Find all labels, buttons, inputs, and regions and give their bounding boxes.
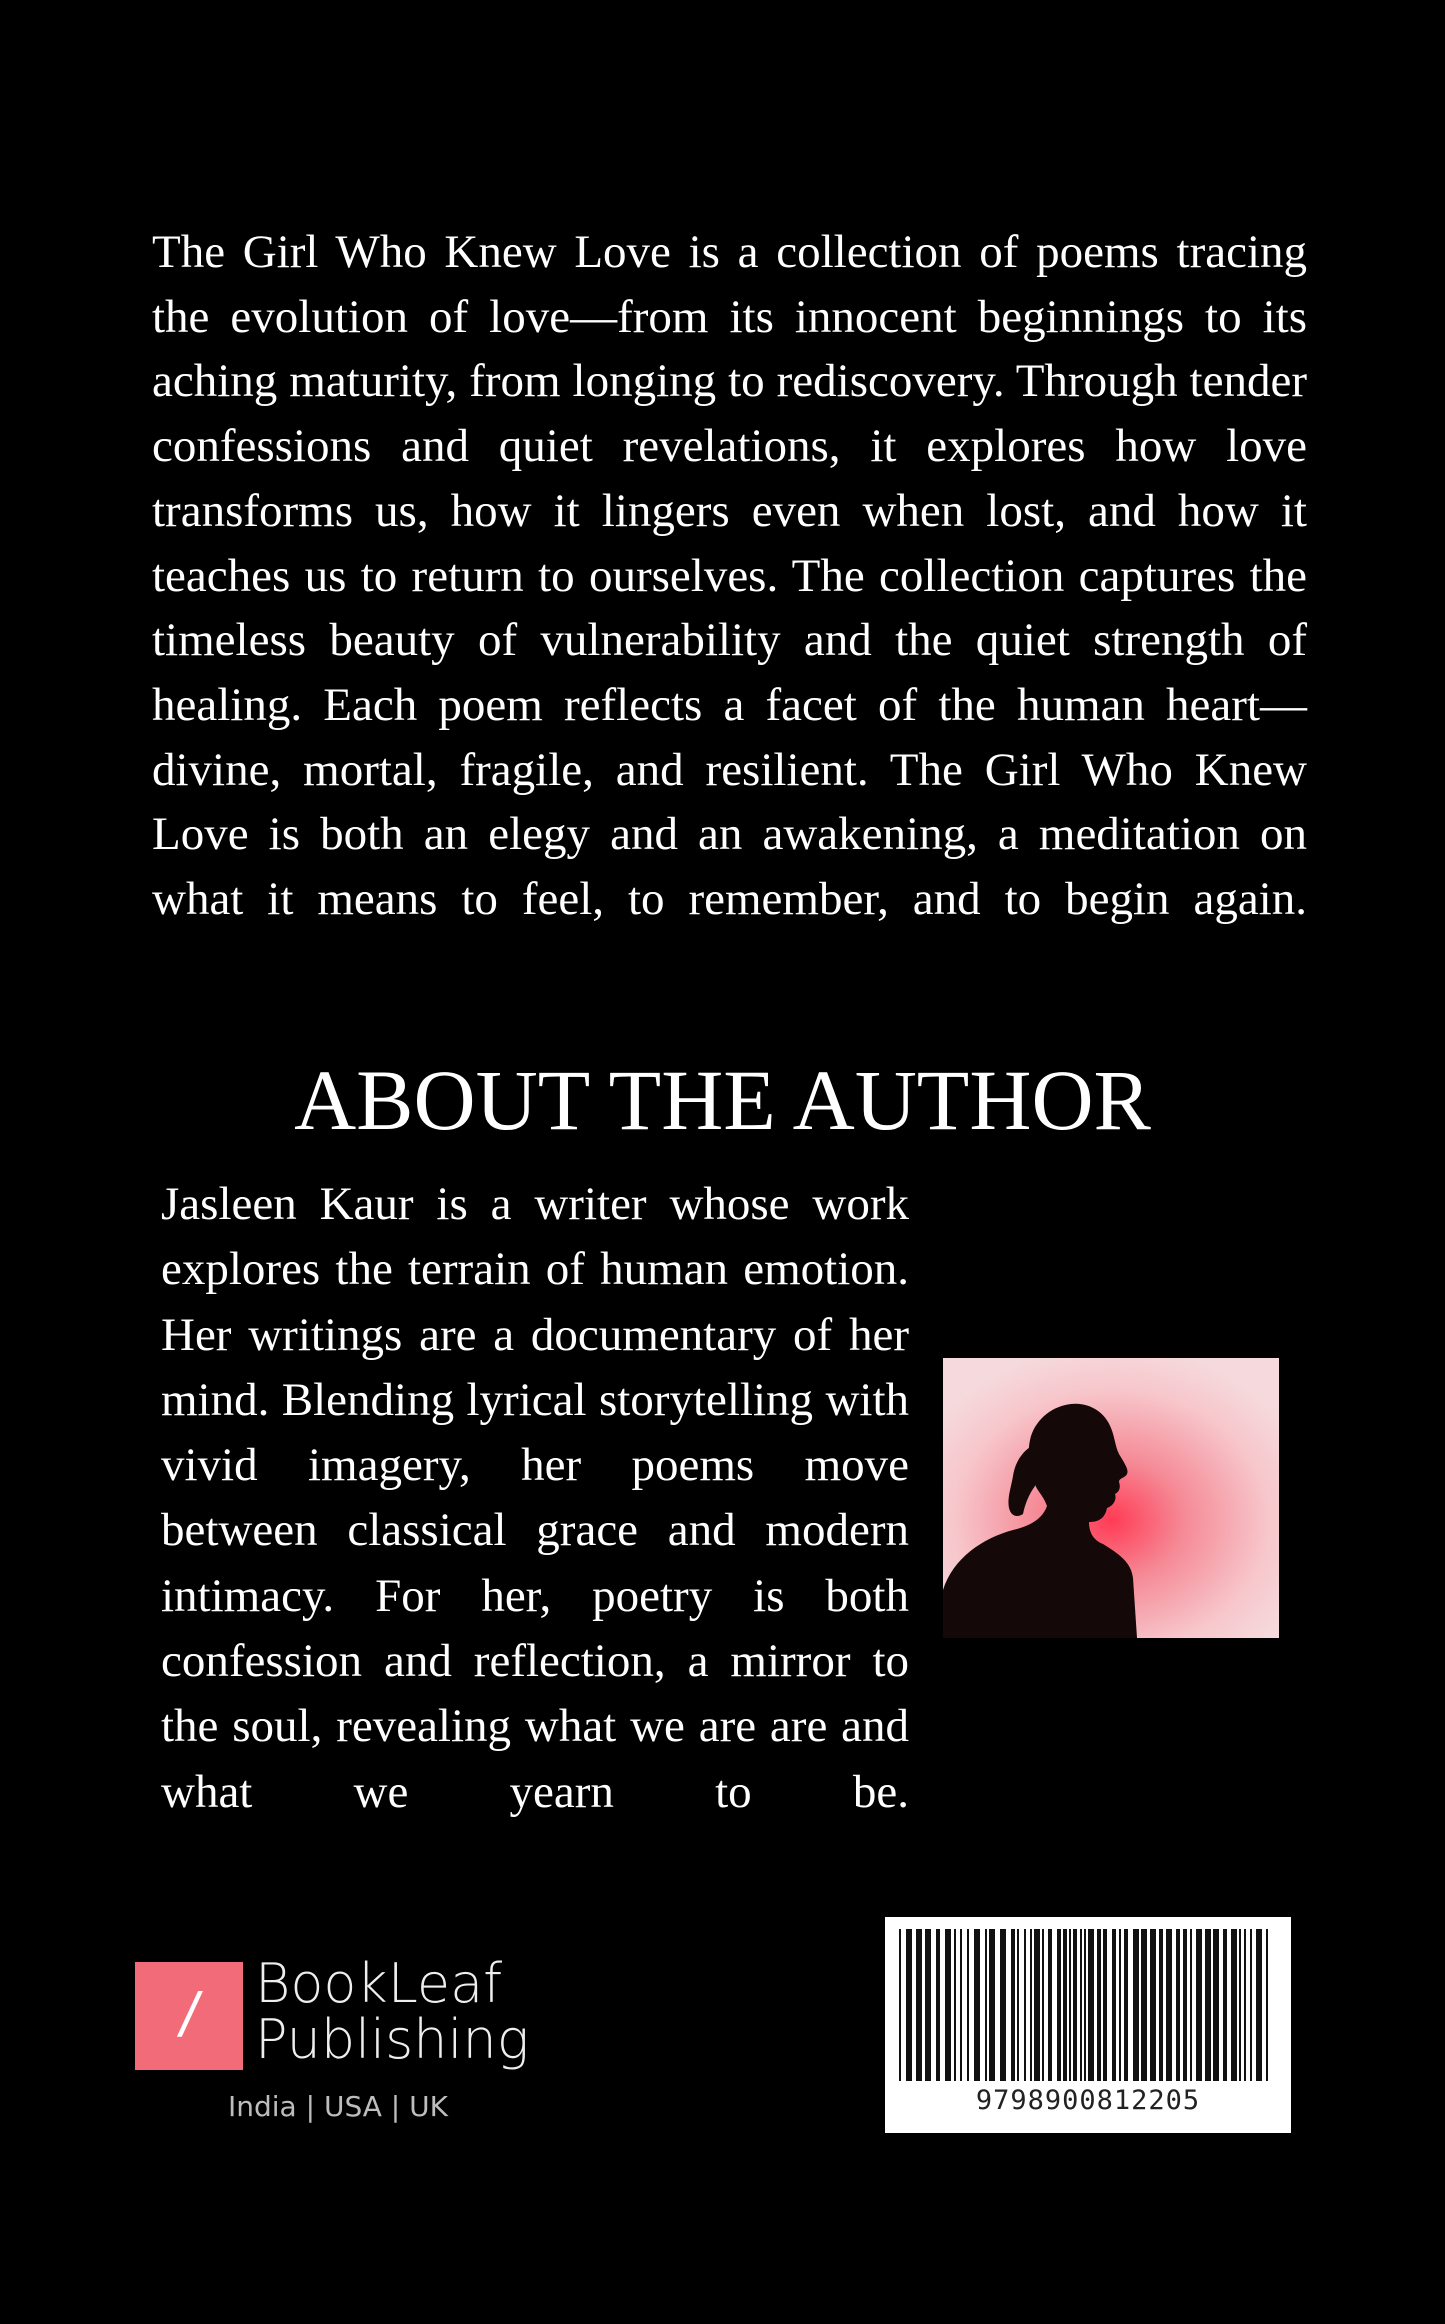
barcode-bar bbox=[989, 1929, 995, 2081]
publisher-logo bbox=[135, 1952, 555, 2132]
barcode-bar bbox=[1244, 1929, 1246, 2081]
publisher-mark bbox=[135, 1962, 243, 2070]
barcode-bar bbox=[967, 1929, 969, 2081]
barcode-bar bbox=[1119, 1929, 1121, 2081]
barcode-bar bbox=[1017, 1929, 1019, 2081]
barcode-bar bbox=[1176, 1929, 1180, 2081]
barcode-bar bbox=[985, 1929, 987, 2081]
barcode-bar bbox=[925, 1929, 931, 2081]
barcode-bar bbox=[1073, 1929, 1077, 2081]
barcode-bar bbox=[974, 1929, 980, 2081]
barcode-bar bbox=[1266, 1929, 1268, 2081]
barcode-bar bbox=[1213, 1929, 1219, 2081]
publisher-regions: India | USA | UK bbox=[228, 2090, 448, 2123]
author-silhouette-image bbox=[943, 1358, 1279, 1638]
isbn-barcode bbox=[885, 1917, 1291, 2133]
barcode-bar bbox=[1103, 1929, 1107, 2081]
barcode-image bbox=[885, 1917, 1291, 2087]
barcode-bar bbox=[1011, 1929, 1015, 2081]
barcode-bar bbox=[1159, 1929, 1163, 2081]
barcode-bar bbox=[1030, 1929, 1032, 2081]
barcode-bar bbox=[1256, 1929, 1262, 2081]
author-photo bbox=[943, 1358, 1279, 1638]
barcode-bar bbox=[1141, 1929, 1147, 2081]
barcode-bar bbox=[1196, 1929, 1202, 2081]
barcode-bar bbox=[1084, 1929, 1086, 2081]
slash-icon: / bbox=[180, 1981, 198, 2050]
barcode-bar bbox=[945, 1929, 951, 2081]
barcode-bar bbox=[1223, 1929, 1227, 2081]
barcode-bar bbox=[899, 1929, 901, 2081]
author-bio: Jasleen Kaur is a writer whose work explores the terrain of human emotion. Her writings are a documentary of her mind. Blending lyrical storytelling with vivid imagery, her poems move between classical grace and modern intimacy. For her, poetry is both confession and reflection, a mirror to the soul, revealing what we are are and what we yearn to be. bbox=[161, 1178, 909, 1818]
barcode-bar bbox=[1231, 1929, 1237, 2081]
barcode-bar bbox=[1205, 1929, 1211, 2081]
barcode-bar bbox=[1133, 1929, 1139, 2081]
isbn-number: 9798900812205 bbox=[975, 2085, 1201, 2116]
barcode-bar bbox=[1048, 1929, 1052, 2081]
barcode-bar bbox=[1124, 1929, 1128, 2081]
barcode-bar bbox=[1150, 1929, 1156, 2081]
barcode-bar bbox=[1057, 1929, 1061, 2081]
book-blurb: The Girl Who Knew Love is a collection of poems tracing the evolution of love—from its innocent beginnings to its aching maturity, from longing to rediscovery. Through tender confessions and quiet revelations, it explores how love transforms us, how it lingers even when lost, and how it teaches us to return to ourselves. The collection captures the timeless beauty of vulnerability and the quiet strength of healing. Each poem reflects a facet of the human heart—divine, mortal, fragile, and resilient. The Girl Who Knew Love is both an elegy and an awakening, a meditation on what it means to feel, to remember, and to begin again. bbox=[152, 226, 1307, 926]
barcode-bar bbox=[1080, 1929, 1082, 2081]
barcode-bar bbox=[1166, 1929, 1172, 2081]
barcode-bar bbox=[1063, 1929, 1067, 2081]
barcode-bar bbox=[1088, 1929, 1094, 2081]
barcode-bar bbox=[1239, 1929, 1241, 2081]
barcode-bar bbox=[1024, 1929, 1026, 2081]
barcode-bar bbox=[1069, 1929, 1071, 2081]
barcode-bar bbox=[1042, 1929, 1044, 2081]
barcode-bar bbox=[936, 1929, 940, 2081]
barcode-bar bbox=[906, 1929, 912, 2081]
barcode-bar bbox=[1000, 1929, 1006, 2081]
barcode-bar bbox=[916, 1929, 922, 2081]
barcode-bar bbox=[1183, 1929, 1187, 2081]
barcode-bar bbox=[1097, 1929, 1101, 2081]
publisher-name-line2: Publishing bbox=[255, 2008, 530, 2071]
barcode-bar bbox=[1250, 1929, 1252, 2081]
barcode-bar bbox=[1112, 1929, 1116, 2081]
barcode-bar bbox=[960, 1929, 962, 2081]
publisher-name-line1: BookLeaf bbox=[255, 1952, 503, 2015]
barcode-bar bbox=[954, 1929, 956, 2081]
barcode-bar bbox=[1190, 1929, 1192, 2081]
about-author-heading: ABOUT THE AUTHOR bbox=[294, 1052, 1151, 1148]
barcode-bar bbox=[1034, 1929, 1040, 2081]
